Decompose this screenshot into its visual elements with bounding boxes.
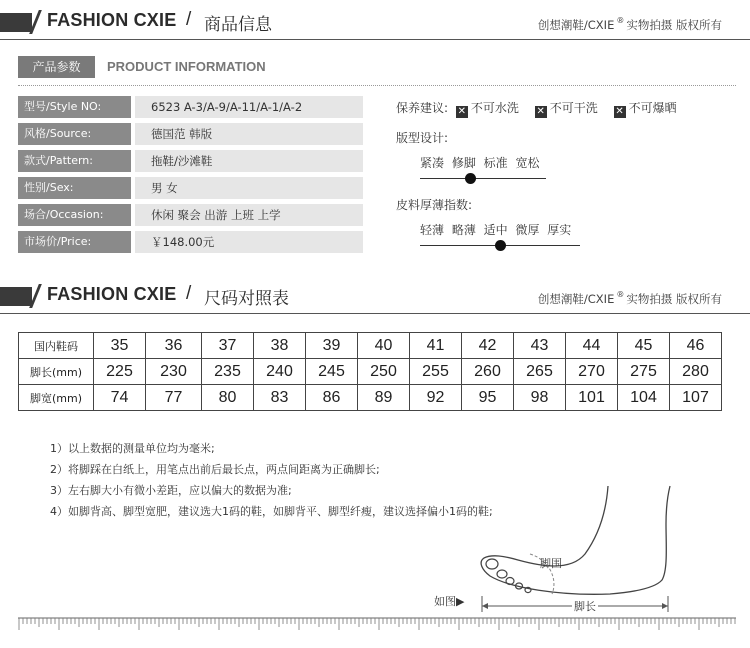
- thickness-level-marker: [495, 240, 506, 251]
- dotted-divider: [18, 85, 736, 86]
- size-cell: 255: [410, 359, 462, 385]
- size-cell: 44: [566, 333, 618, 359]
- section-header-product-info: [0, 4, 750, 40]
- size-cell: 83: [254, 385, 306, 411]
- size-cell: 265: [514, 359, 566, 385]
- info-key: 型号/Style NO:: [18, 96, 131, 118]
- brand-title: FASHION CXIE: [47, 284, 177, 304]
- copyright-note: [538, 290, 722, 307]
- info-row: [18, 150, 363, 172]
- fit-scale-line: [420, 178, 546, 179]
- size-cell: 74: [94, 385, 146, 411]
- size-cell: 46: [670, 333, 722, 359]
- title-separator: /: [186, 283, 192, 304]
- thickness-scale: [420, 221, 571, 238]
- size-cell: 98: [514, 385, 566, 411]
- size-row: [19, 333, 722, 359]
- foot-outline-icon: [430, 484, 690, 614]
- fit-scale: [420, 154, 539, 171]
- note-item: 2）将脚踩在白纸上，用笔点出前后最长点，两点间距离为正确脚长;: [50, 463, 380, 476]
- section-title: 商品信息: [204, 15, 272, 35]
- thickness-scale-words: 轻薄 略薄 适中 微厚 厚实: [420, 223, 572, 237]
- fit-scale-words: 紧凑 修脚 标准 宽松: [420, 156, 540, 170]
- info-row: [18, 231, 363, 253]
- size-cell: 275: [618, 359, 670, 385]
- copyright-text: 实物拍摄 版权所有: [626, 18, 722, 32]
- care-suggestions: [396, 99, 685, 118]
- cross-icon: ✕: [536, 106, 545, 117]
- size-cell: 35: [94, 333, 146, 359]
- size-cell: 89: [358, 385, 410, 411]
- registered-mark: ®: [616, 16, 625, 25]
- size-cell: 225: [94, 359, 146, 385]
- info-key: 风格/Source:: [18, 123, 131, 145]
- size-cell: 240: [254, 359, 306, 385]
- size-row-header: 国内鞋码: [19, 333, 94, 359]
- copyright-brand: 创想潮鞋/CXIE: [537, 292, 615, 306]
- size-cell: 250: [358, 359, 410, 385]
- info-value: 拖鞋/沙滩鞋: [135, 150, 363, 172]
- size-cell: 104: [618, 385, 670, 411]
- size-cell: 39: [306, 333, 358, 359]
- copyright-note: [538, 16, 722, 33]
- brand-title: FASHION CXIE: [47, 10, 177, 30]
- size-cell: 37: [202, 333, 254, 359]
- info-row: [18, 204, 363, 226]
- size-cell: 280: [670, 359, 722, 385]
- section-header-size-chart: [0, 278, 750, 314]
- thickness-label: 皮料厚薄指数:: [396, 198, 473, 212]
- header-underline: [0, 313, 750, 314]
- note-item: 3）左右脚大小有微小差距，应以偏大的数据为准;: [50, 484, 292, 497]
- foot-illustration: [430, 484, 690, 618]
- measurement-notes: [50, 438, 493, 522]
- info-value: 德国范 韩版: [135, 123, 363, 145]
- size-cell: 36: [146, 333, 202, 359]
- care-label: 保养建议:: [396, 101, 449, 115]
- size-cell: 235: [202, 359, 254, 385]
- fit-label: 版型设计:: [396, 131, 449, 145]
- section-title: 尺码对照表: [204, 289, 289, 309]
- params-tag-english: PRODUCT INFORMATION: [107, 59, 266, 74]
- size-row: [19, 359, 722, 385]
- copyright-text: 实物拍摄 版权所有: [626, 292, 722, 306]
- size-cell: 101: [566, 385, 618, 411]
- care-item: 不可干洗: [549, 101, 598, 115]
- info-key: 款式/Pattern:: [18, 150, 131, 172]
- info-key: 市场价/Price:: [18, 231, 131, 253]
- size-cell: 270: [566, 359, 618, 385]
- length-label: 脚长: [574, 600, 596, 613]
- size-cell: 42: [462, 333, 514, 359]
- registered-mark: ®: [616, 290, 625, 299]
- size-row-header: 脚宽(mm): [19, 385, 94, 411]
- header-underline: [0, 39, 750, 40]
- size-cell: 38: [254, 333, 306, 359]
- note-item: 1）以上数据的测量单位均为毫米;: [50, 442, 215, 455]
- care-item: 不可水洗: [470, 101, 519, 115]
- info-key: 场合/Occasion:: [18, 204, 131, 226]
- size-cell: 86: [306, 385, 358, 411]
- note-item: 4）如脚背高、脚型宽肥，建议选大1码的鞋，如脚背平、脚型纤瘦，建议选择偏小1码的鞋;: [50, 505, 493, 518]
- size-cell: 95: [462, 385, 514, 411]
- info-row: [18, 123, 363, 145]
- size-row-header: 脚长(mm): [19, 359, 94, 385]
- size-cell: 77: [146, 385, 202, 411]
- ruler-graphic: [18, 617, 736, 631]
- size-cell: 45: [618, 333, 670, 359]
- size-cell: 260: [462, 359, 514, 385]
- example-label: 如图▶: [434, 595, 465, 608]
- params-tag-label: 产品参数: [18, 56, 95, 78]
- girth-label: 脚围: [540, 557, 562, 570]
- header-bar: [0, 287, 32, 306]
- care-item: 不可爆晒: [628, 101, 677, 115]
- cross-icon: ✕: [615, 106, 624, 117]
- info-value: 休闲 聚会 出游 上班 上学: [135, 204, 363, 226]
- size-cell: 41: [410, 333, 462, 359]
- size-cell: 80: [202, 385, 254, 411]
- product-params-tag: [18, 56, 268, 78]
- info-value: ￥148.00元: [135, 231, 363, 253]
- info-row: [18, 177, 363, 199]
- size-cell: 245: [306, 359, 358, 385]
- size-cell: 230: [146, 359, 202, 385]
- info-key: 性别/Sex:: [18, 177, 131, 199]
- info-row: [18, 96, 363, 118]
- info-value: 6523 A-3/A-9/A-11/A-1/A-2: [135, 96, 363, 118]
- size-cell: 40: [358, 333, 410, 359]
- size-cell: 92: [410, 385, 462, 411]
- info-value: 男 女: [135, 177, 363, 199]
- fit-level-marker: [465, 173, 476, 184]
- title-separator: /: [186, 9, 192, 30]
- copyright-brand: 创想潮鞋/CXIE: [537, 18, 615, 32]
- cross-icon: ✕: [457, 106, 467, 117]
- size-chart-table: [18, 332, 722, 411]
- header-bar: [0, 13, 32, 32]
- size-cell: 43: [514, 333, 566, 359]
- size-row: [19, 385, 722, 411]
- size-cell: 107: [670, 385, 722, 411]
